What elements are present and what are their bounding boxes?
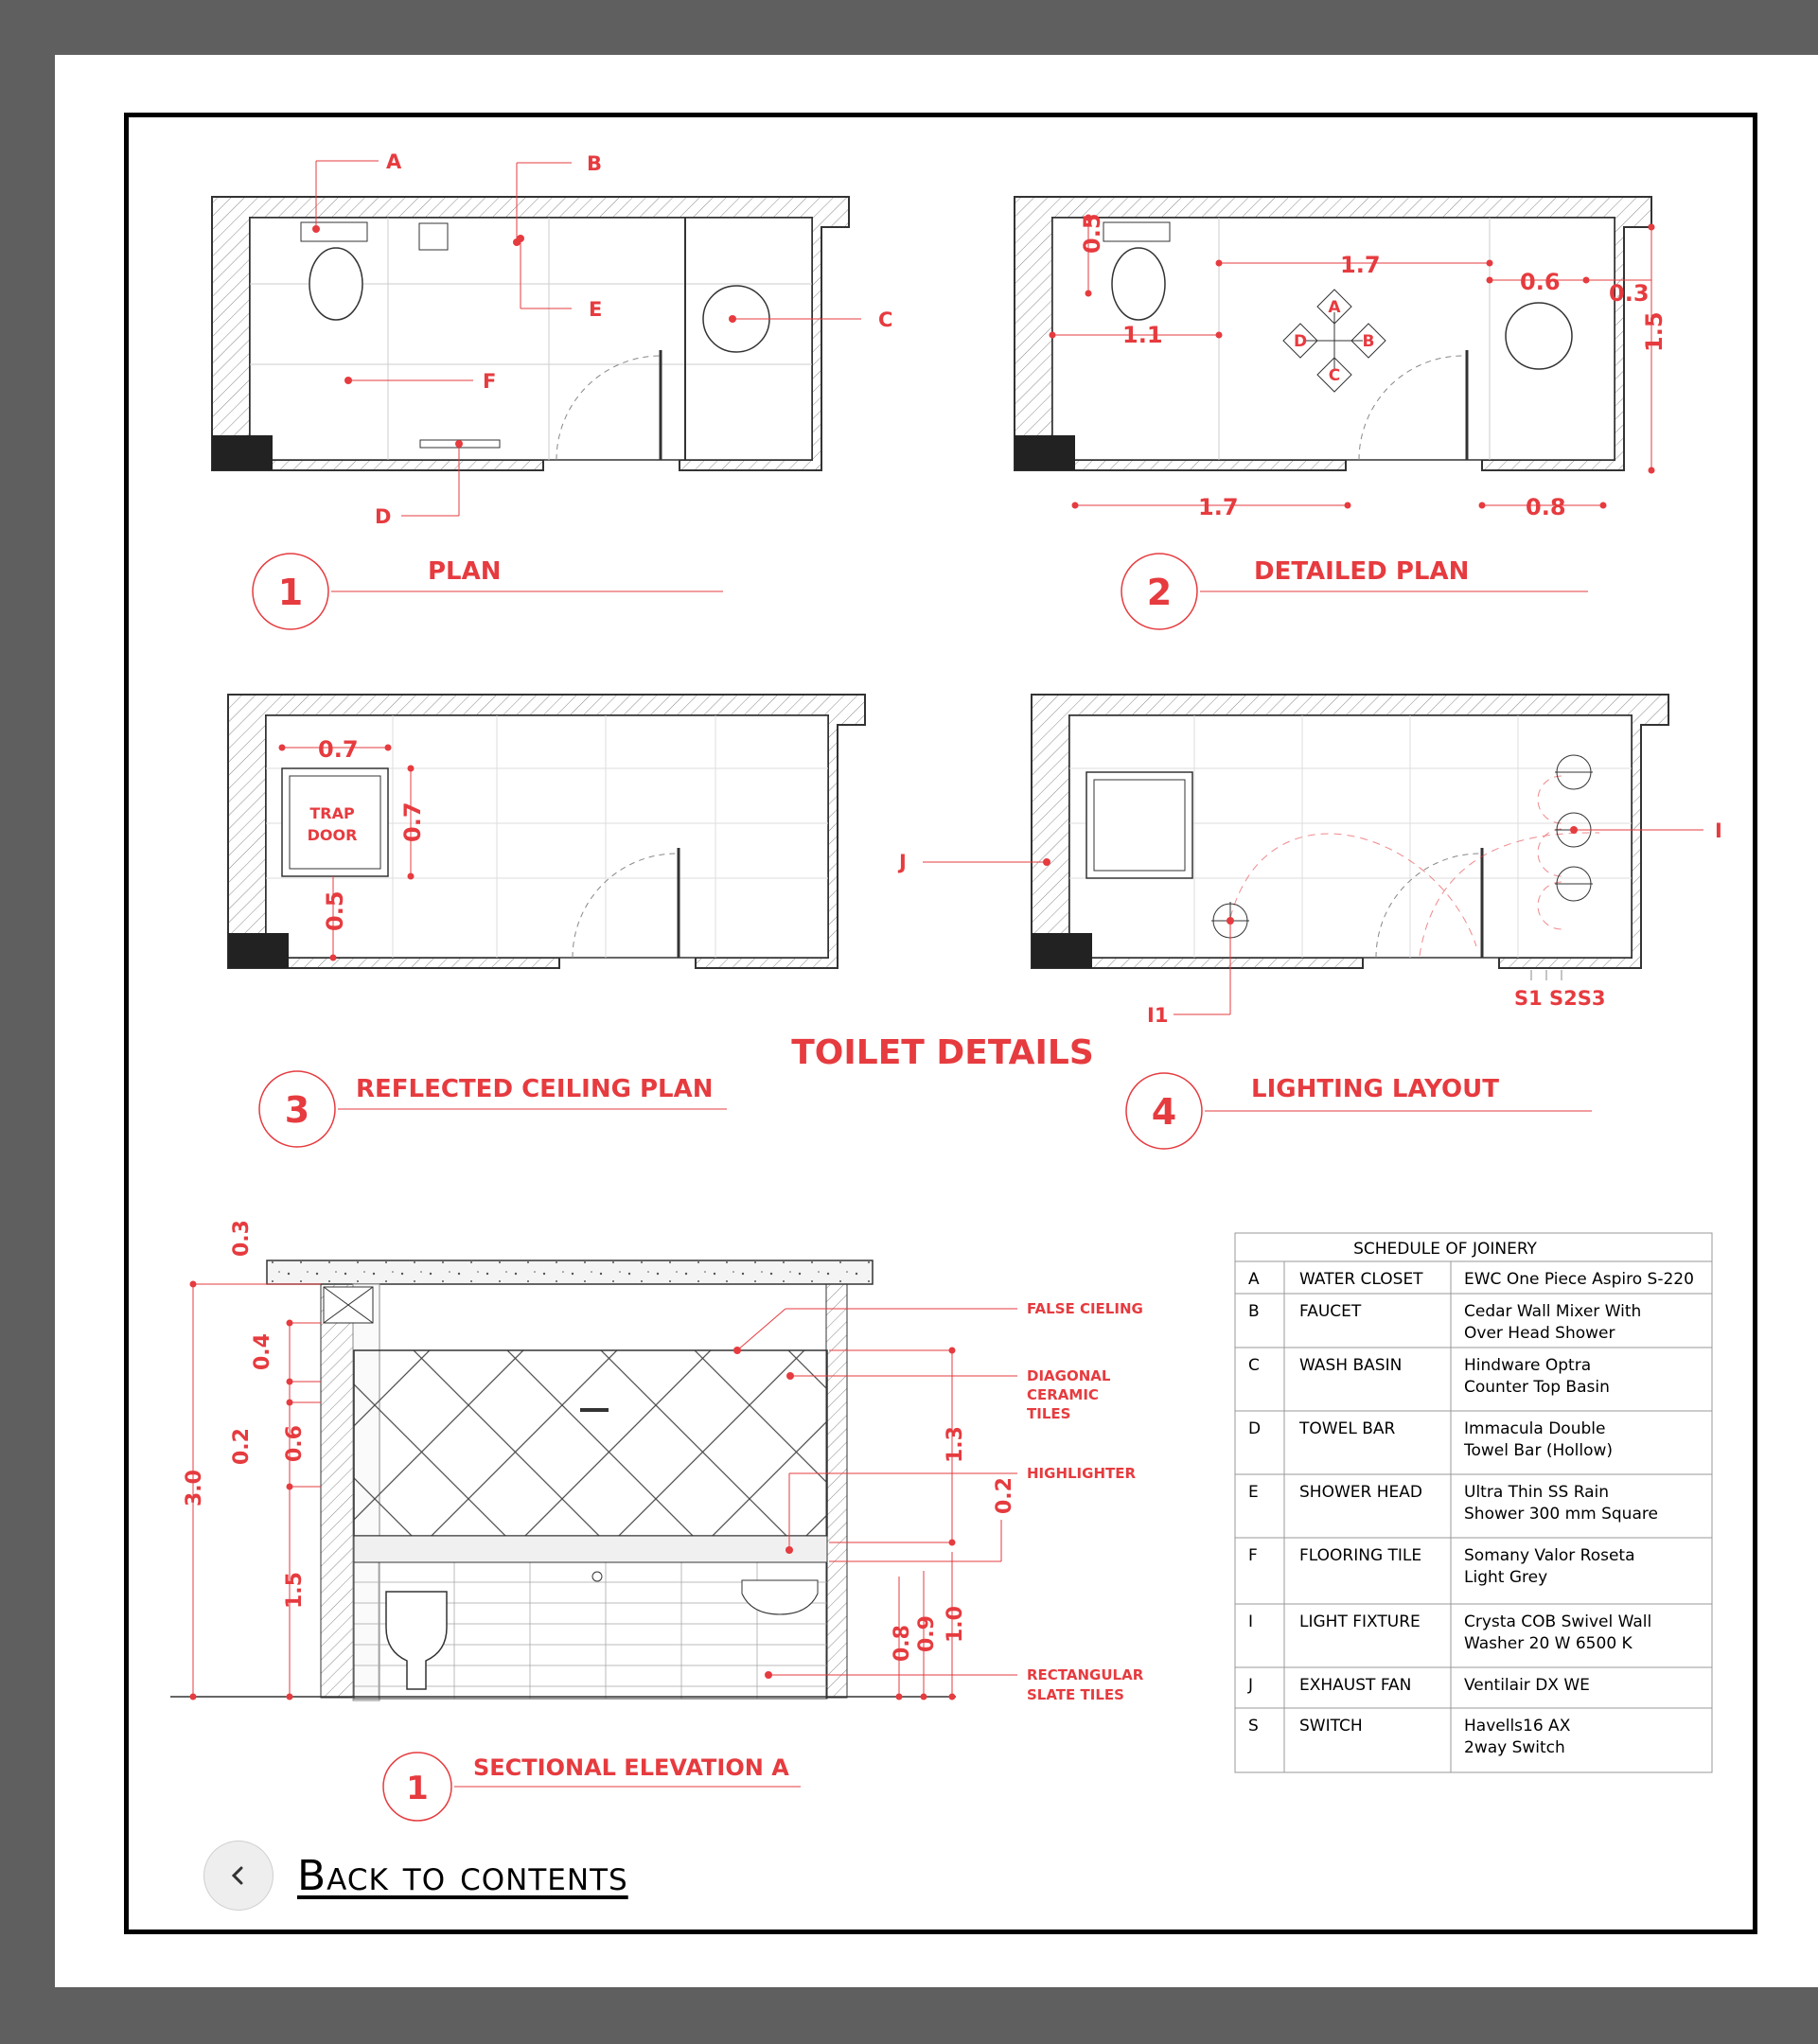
dim-1-3: 1.3 [944, 1426, 967, 1463]
dim-1-1: 1.1 [1122, 322, 1163, 348]
plan-tag-c: C [878, 308, 893, 331]
back-to-contents-label[interactable]: Back to contents [297, 1851, 628, 1900]
lighting-layout-title: LIGHTING LAYOUT [1251, 1075, 1499, 1103]
schedule-code: A [1248, 1270, 1260, 1289]
dim-0-9: 0.9 [915, 1615, 939, 1652]
ceiling-plan-number: 3 [284, 1089, 310, 1131]
schedule-spec: EWC One Piece Aspiro S-220 [1464, 1270, 1694, 1289]
schedule-spec: Light Grey [1464, 1568, 1548, 1587]
plan-number: 1 [277, 572, 304, 613]
schedule-code: E [1248, 1483, 1259, 1502]
dim-0-6: 0.6 [1520, 269, 1561, 295]
marker-a: A [1328, 298, 1341, 317]
schedule-spec: Somany Valor Roseta [1464, 1546, 1635, 1565]
callout-slate-tiles: SLATE TILES [1027, 1686, 1124, 1703]
schedule-spec: Hindware Optra [1464, 1356, 1592, 1375]
lighting-tag-i: I [1715, 819, 1722, 842]
schedule-spec: Shower 300 mm Square [1464, 1505, 1658, 1524]
trap-door-label-1: TRAP [309, 804, 355, 822]
chevron-left-icon[interactable] [204, 1841, 273, 1910]
dim-1-0: 1.0 [944, 1606, 967, 1643]
schedule-item: FAUCET [1299, 1302, 1362, 1321]
schedule-item: SWITCH [1299, 1717, 1363, 1736]
dim-1-5: 1.5 [1641, 311, 1668, 352]
lighting-layout-number: 4 [1151, 1091, 1177, 1133]
dim-0-2-left: 0.2 [230, 1428, 254, 1465]
schedule-item: LIGHT FIXTURE [1299, 1612, 1421, 1631]
ceiling-plan-view [228, 695, 865, 1147]
plan-view [212, 150, 892, 629]
schedule-code: B [1248, 1302, 1260, 1321]
schedule-spec: Crysta COB Swivel Wall [1464, 1612, 1652, 1631]
schedule-code: S [1248, 1717, 1259, 1736]
dim-0-5: 0.5 [1079, 213, 1105, 254]
schedule-spec: Immacula Double [1464, 1419, 1606, 1438]
dim-0-3: 0.3 [1609, 280, 1650, 307]
callout-tiles: TILES [1027, 1405, 1071, 1422]
detailed-plan-number: 2 [1146, 572, 1173, 613]
schedule-spec: Towel Bar (Hollow) [1464, 1441, 1614, 1460]
schedule-spec: Cedar Wall Mixer With [1464, 1302, 1642, 1321]
schedule-spec: Counter Top Basin [1464, 1378, 1610, 1397]
dim-0-4: 0.4 [251, 1333, 274, 1370]
plan-tag-a: A [386, 150, 402, 173]
schedule-spec: Ultra Thin SS Rain [1464, 1483, 1610, 1502]
ceiling-plan-title: REFLECTED CEILING PLAN [356, 1075, 714, 1103]
schedule-item: FLOORING TILE [1299, 1546, 1422, 1565]
back-to-contents-button[interactable] [204, 1841, 628, 1910]
schedule-title: SCHEDULE OF JOINERY [1353, 1240, 1537, 1259]
callout-rectangular: RECTANGULAR [1027, 1666, 1144, 1683]
schedule-spec: Washer 20 W 6500 K [1464, 1634, 1633, 1653]
dim-0-3: 0.3 [230, 1220, 254, 1257]
section-number: 1 [406, 1770, 429, 1807]
schedule-code: D [1248, 1419, 1262, 1438]
dim-0-8: 0.8 [1526, 494, 1566, 520]
schedule-code: I [1248, 1612, 1254, 1631]
lighting-tag-j: J [899, 851, 907, 873]
dim-1-5: 1.5 [283, 1572, 307, 1609]
schedule-code: F [1248, 1546, 1258, 1565]
callout-highlighter: HIGHLIGHTER [1027, 1465, 1137, 1482]
marker-c: C [1328, 366, 1341, 385]
schedule-spec: 2way Switch [1464, 1738, 1565, 1757]
plan-tag-e: E [589, 298, 603, 321]
schedule-spec: Havells16 AX [1464, 1717, 1571, 1736]
dim-0-7-vertical: 0.7 [399, 802, 426, 842]
schedule-code: C [1248, 1356, 1260, 1375]
lighting-layout-view [897, 695, 1722, 1149]
detailed-plan-view [1015, 197, 1668, 629]
schedule-code: J [1248, 1676, 1254, 1695]
plan-tag-b: B [587, 152, 603, 175]
detailed-plan-title: DETAILED PLAN [1254, 557, 1470, 586]
plan-tag-d: D [375, 505, 392, 528]
schedule-item: WATER CLOSET [1299, 1270, 1423, 1289]
callout-false-ceiling: FALSE CIELING [1027, 1300, 1143, 1317]
schedule-item: EXHAUST FAN [1299, 1676, 1412, 1695]
plan-title: PLAN [428, 557, 502, 586]
schedule-item: WASH BASIN [1299, 1356, 1403, 1375]
lighting-tag-i1: I1 [1147, 1004, 1169, 1027]
sheet-title: TOILET DETAILS [791, 1033, 1094, 1072]
dim-1-7-bottom: 1.7 [1198, 494, 1239, 520]
schedule-spec: Ventilair DX WE [1464, 1676, 1590, 1695]
marker-d: D [1293, 332, 1308, 351]
dim-0-8: 0.8 [891, 1625, 914, 1662]
dim-3-0: 3.0 [183, 1470, 206, 1507]
dim-0-5: 0.5 [322, 890, 348, 931]
schedule-item: SHOWER HEAD [1299, 1483, 1422, 1502]
dim-0-6: 0.6 [283, 1425, 307, 1462]
plan-tag-f: F [483, 370, 497, 393]
schedule-item: TOWEL BAR [1299, 1419, 1396, 1438]
dim-0-2-right: 0.2 [993, 1477, 1016, 1514]
switch-tags: S1 S2S3 [1514, 987, 1606, 1010]
schedule-of-joinery-table [1235, 1233, 1712, 1772]
callout-ceramic: CERAMIC [1027, 1386, 1099, 1403]
schedule-spec: Over Head Shower [1464, 1324, 1615, 1343]
section-title: SECTIONAL ELEVATION A [473, 1754, 789, 1781]
callout-diagonal: DIAGONAL [1027, 1367, 1111, 1384]
dim-1-7-top: 1.7 [1340, 252, 1381, 278]
trap-door-label-2: DOOR [307, 826, 358, 844]
sectional-elevation-view [170, 1220, 1144, 1821]
dim-0-7-horizontal: 0.7 [318, 736, 359, 763]
marker-b: B [1362, 332, 1375, 351]
